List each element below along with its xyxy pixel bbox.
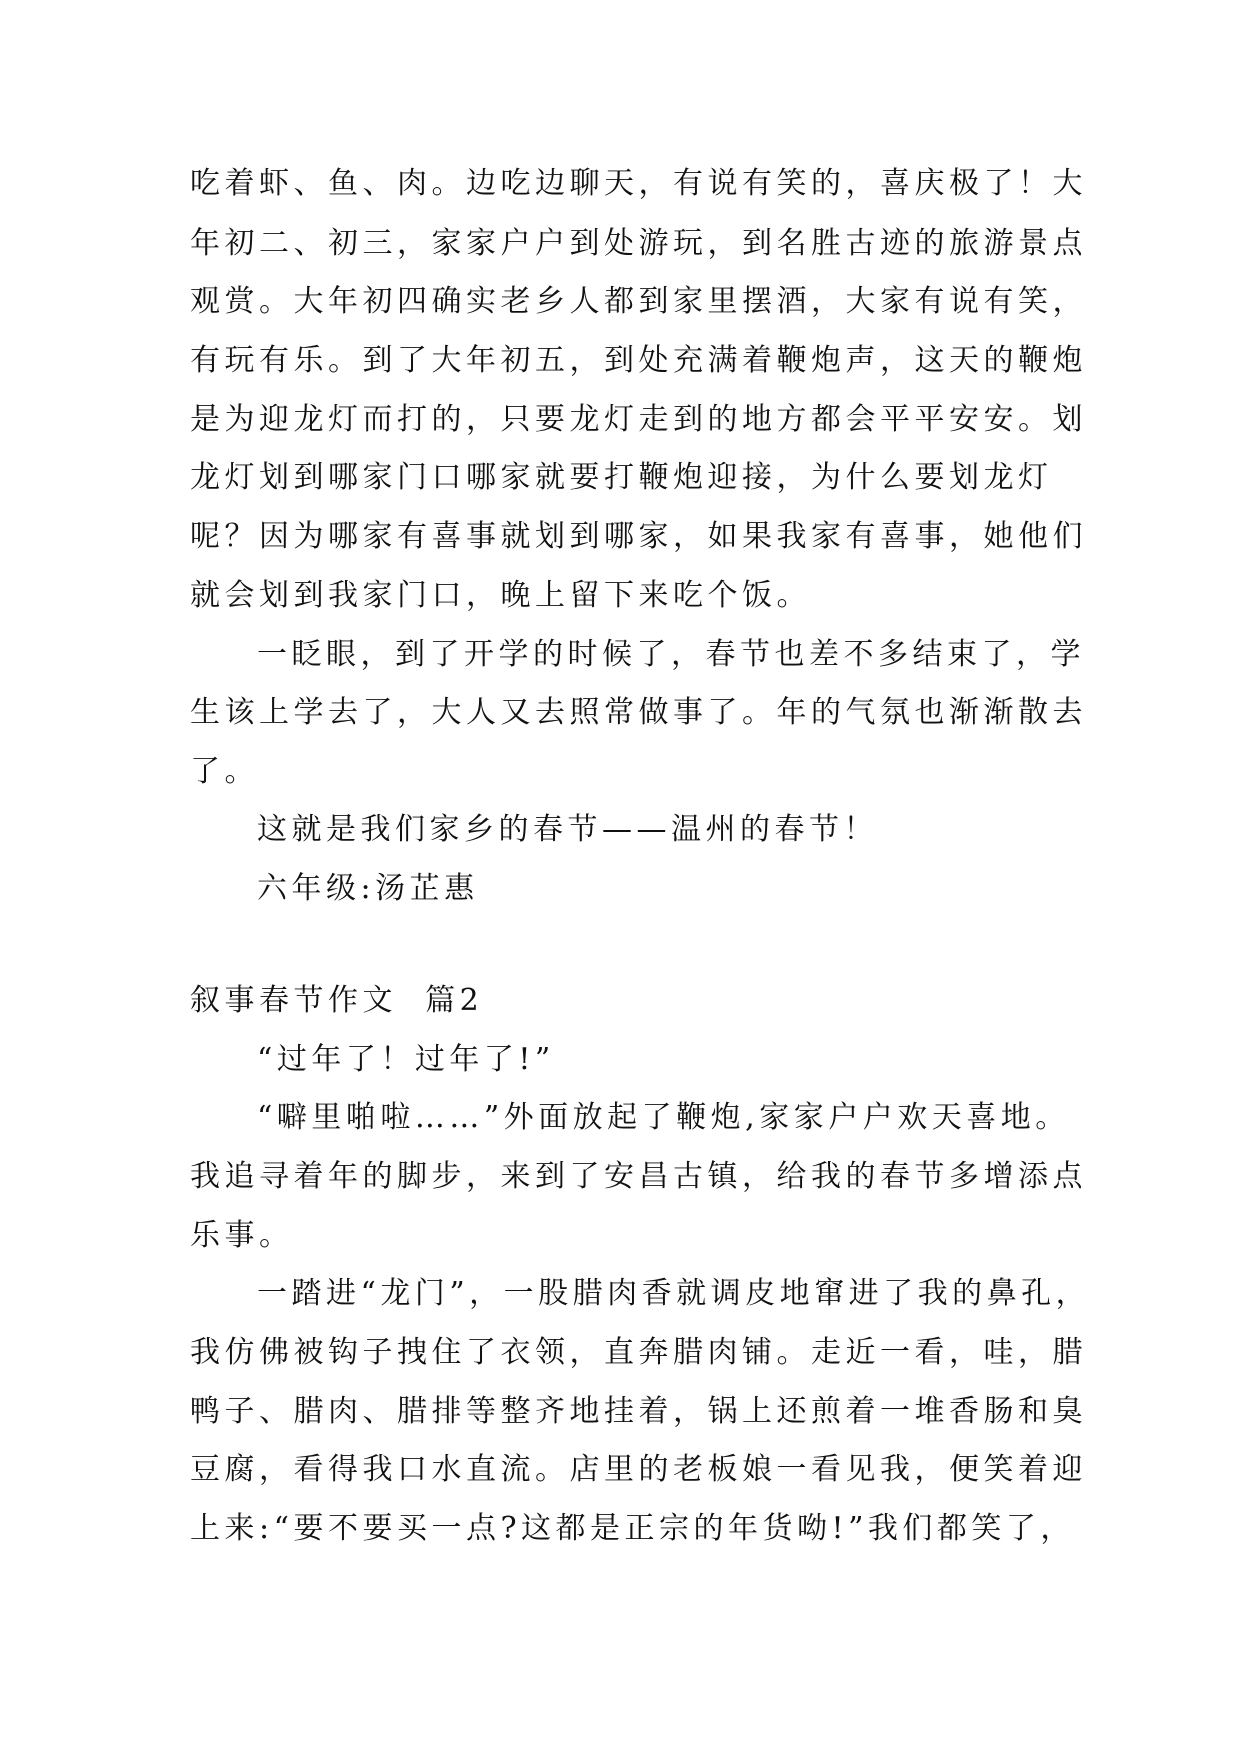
essay-2-paragraph-3-line-5: 上来:“要不要买一点?这都是正宗的年货呦!”我们都笑了， — [190, 1511, 1075, 1546]
paragraph-2-line-3: 了。 — [190, 754, 259, 789]
paragraph-2-line-2: 生该上学去了，大人又去照常做事了。年的气氛也渐渐散去 — [190, 695, 1087, 730]
essay-2-paragraph-2-line-2: 我追寻着年的脚步，来到了安昌古镇，给我的春节多增添点 — [190, 1159, 1087, 1194]
paragraph-1-line-5: 是为迎龙灯而打的，只要龙灯走到的地方都会平平安安。划 — [190, 402, 1087, 437]
essay-2-paragraph-3-line-3: 鸭子、腊肉、腊排等整齐地挂着，锅上还煎着一堆香肠和臭 — [190, 1394, 1087, 1429]
essay-2-paragraph-3-line-1: 一踏进“龙门”，一股腊肉香就调皮地窜进了我的鼻孔， — [257, 1276, 1091, 1311]
paragraph-1-line-7: 呢？因为哪家有喜事就划到哪家，如果我家有喜事，她他们 — [190, 519, 1087, 554]
paragraph-1-line-3: 观赏。大年初四确实老乡人都到家里摆酒，大家有说有笑， — [190, 284, 1087, 319]
paragraph-1-line-4: 有玩有乐。到了大年初五，到处充满着鞭炮声，这天的鞭炮 — [190, 343, 1087, 378]
closing-line: 这就是我们家乡的春节——温州的春节！ — [257, 812, 878, 847]
paragraph-1-line-8: 就会划到我家门口，晚上留下来吃个饭。 — [190, 578, 811, 613]
essay-2-paragraph-3-line-4: 豆腐，看得我口水直流。店里的老板娘一看见我，便笑着迎 — [190, 1452, 1087, 1487]
author-line: 六年级:汤芷惠 — [257, 871, 479, 906]
paragraph-2-line-1: 一眨眼，到了开学的时候了，春节也差不多结束了，学 — [257, 637, 1085, 672]
paragraph-1-line-2: 年初二、初三，家家户户到处游玩，到名胜古迹的旅游景点 — [190, 226, 1087, 261]
essay-2-paragraph-3-line-2: 我仿佛被钩子拽住了衣领，直奔腊肉铺。走近一看，哇，腊 — [190, 1335, 1087, 1370]
essay-2-paragraph-2-line-1: “噼里啪啦……”外面放起了鞭炮,家家户户欢天喜地。 — [257, 1100, 1070, 1135]
paragraph-1-line-6: 龙灯划到哪家门口哪家就要打鞭炮迎接，为什么要划龙灯 — [190, 460, 1053, 495]
essay-2-paragraph-2-line-3: 乐事。 — [190, 1218, 294, 1253]
essay-2-line-1: “过年了！过年了!” — [257, 1042, 555, 1077]
paragraph-1-line-1: 吃着虾、鱼、肉。边吃边聊天，有说有笑的，喜庆极了！大 — [190, 166, 1087, 201]
section-title: 叙事春节作文 篇2 — [190, 983, 484, 1018]
